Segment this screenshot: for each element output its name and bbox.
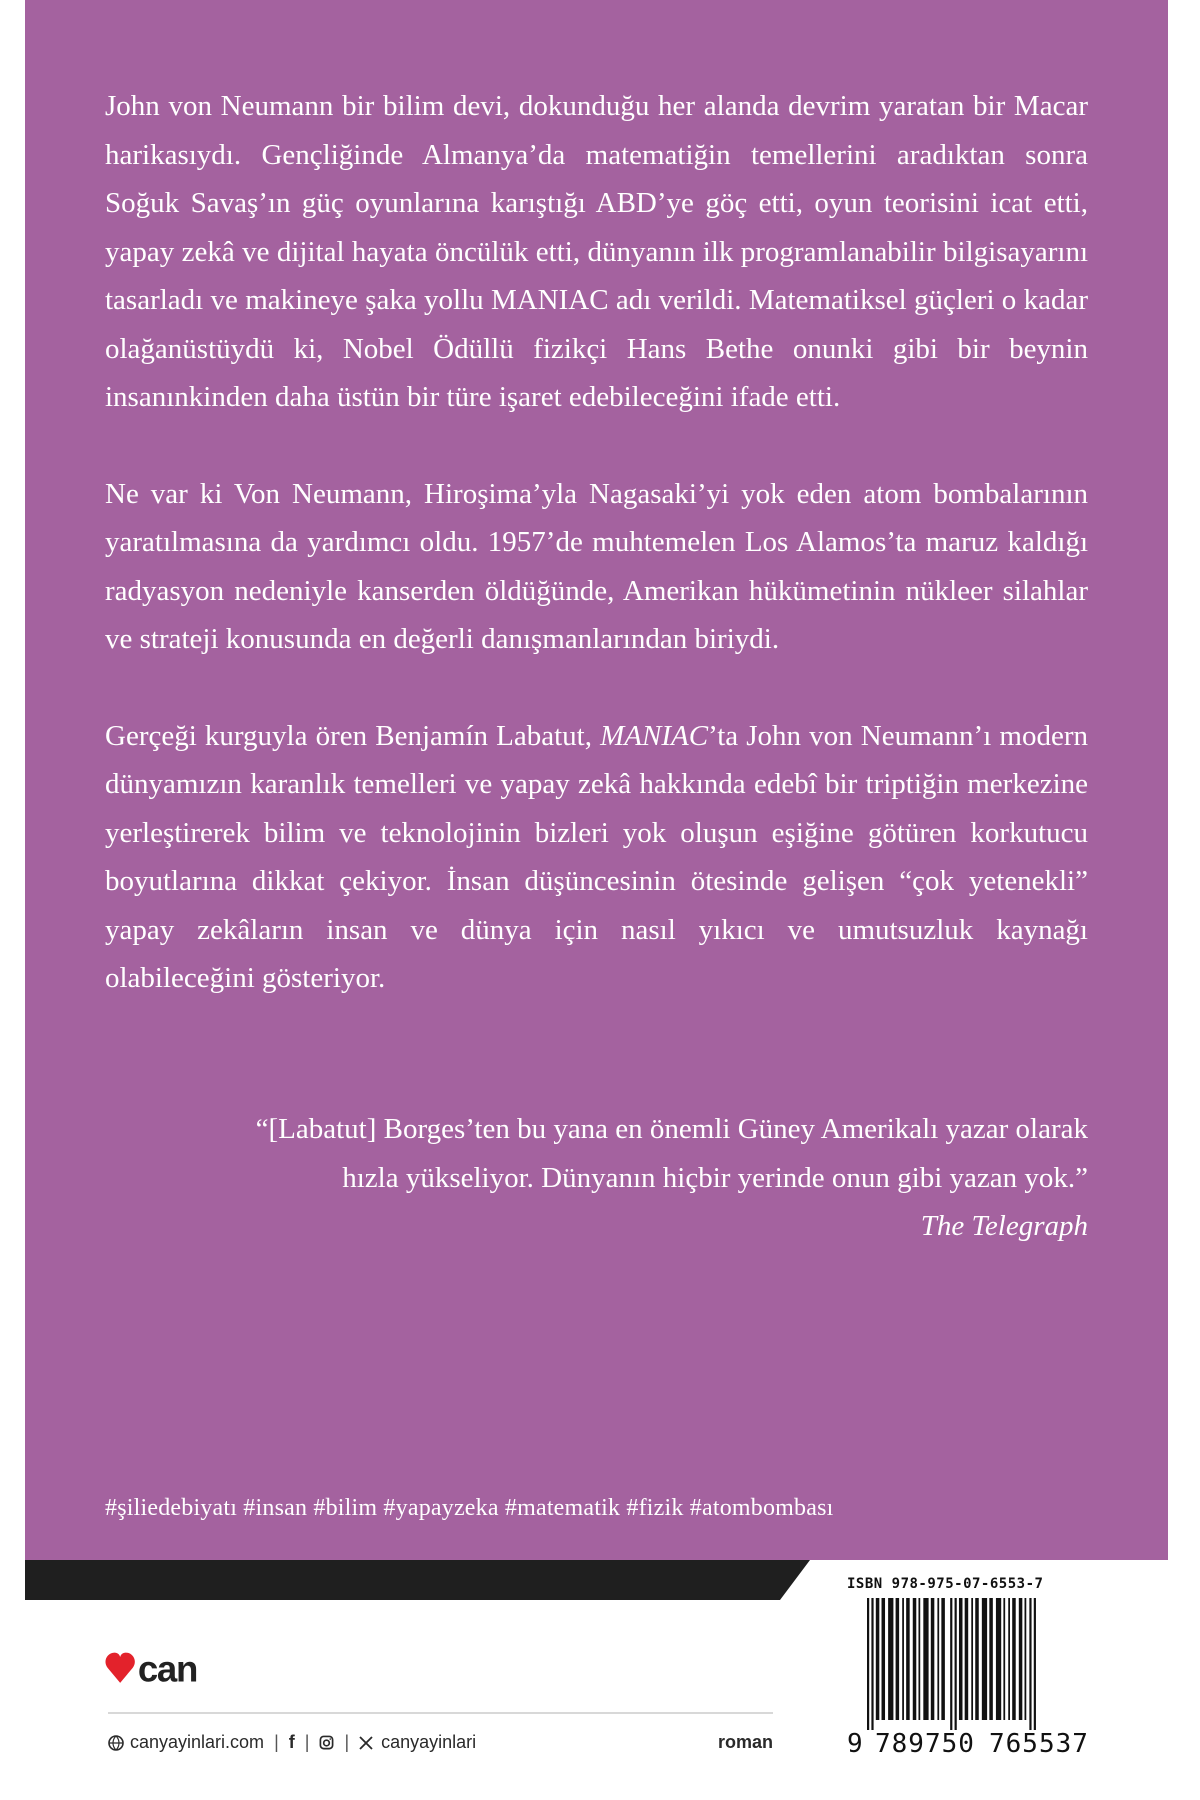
separator: | [344,1731,350,1752]
blurb-paragraph-3 [105,712,1088,1003]
barcode-bar [971,1598,973,1720]
barcode-bar [876,1598,880,1720]
barcode-bar [882,1598,886,1720]
barcode-bar [918,1598,920,1720]
barcode-bar [959,1598,963,1720]
barcode-bar [950,1598,952,1730]
barcode-bar [1012,1598,1016,1720]
hashtags: #şiliedebiyatı #insan #bilim #yapayzeka #matematik #fizik #atombombası [105,1495,834,1521]
separator: | [304,1731,310,1752]
barcode-bar [955,1598,957,1730]
publisher-footer [108,1727,773,1757]
barcode-digit-group-2: 765537 [989,1729,1089,1758]
barcode-bar [1025,1598,1027,1720]
barcode-bar [1003,1598,1005,1720]
barcode-bar [1008,1598,1010,1720]
barcode-bar [896,1598,900,1720]
barcode-bar [888,1598,893,1720]
blurb [105,82,1088,1051]
barcode-bar [871,1598,873,1730]
book-back-cover [25,0,1168,1800]
barcode [847,1598,1109,1758]
separator: | [274,1731,279,1752]
publisher-logo [105,1640,225,1698]
logo-text: can [137,1648,198,1690]
footer-divider [108,1712,773,1714]
blurb-p3-start: Gerçeği kurguyla ören Benjamín Labatut, [105,719,601,752]
website-link[interactable]: canyayinlari.com [130,1731,265,1752]
barcode-bar [913,1598,917,1720]
barcode-bar [989,1598,993,1720]
x-icon[interactable] [359,1732,373,1753]
barcode-bar [1019,1598,1023,1720]
quote-line-2: hızla yükseliyor. Dünyanın hiçbir yerinde onun gibi yazan yok.” [342,1161,1088,1194]
book-title-italic: MANIAC [600,719,709,752]
heart-icon [105,1653,134,1683]
barcode-bar [867,1598,869,1730]
barcode-bar [965,1598,969,1720]
quote-source: The Telegraph [920,1210,1088,1242]
facebook-icon[interactable]: f [288,1731,295,1752]
social-handle[interactable]: canyayinlari [381,1731,477,1752]
barcode-bar [937,1598,939,1720]
blurb-p3-end: ’ta John von Neumann’ı modern dünyamızın karanlık temelleri ve yapay zekâ hakkında edebî bir triptiğin merkezine yerleştirerek bilim ve teknolojinin bizleri yok oluşun eşiğine götüren korkutucu boyutlarına dikkat çekiyor. İnsan düşüncesinin ötesinde gelişen “çok yetenekli” yapay zekâların insan ve dünya için nasıl yıkıcı ve umutsuzluk kaynağı olabileceğini gösteriyor. [105,719,1088,994]
barcode-bar [1034,1598,1036,1730]
blurb-paragraph-2: Ne var ki Von Neumann, Hiroşima’yla Nagasaki’yi yok eden atom bombalarının yaratılmasına da yardımcı oldu. 1957’de muhtemelen Los Alamos’ta maruz kaldığı radyasyon nedeniyle kanserden öldüğünde, Amerikan hükümetinin nükleer silahlar ve strateji konusunda en değerli danışmanlarından biriydi. [105,477,1088,655]
category-label: roman [717,1731,773,1752]
barcode-bar [975,1598,979,1720]
barcode-digit-group-1: 789750 [875,1729,975,1758]
review-quote [188,1105,1088,1251]
barcode-digit-first: 9 [847,1729,863,1758]
barcode-bars [867,1598,1036,1730]
barcode-bar [906,1598,910,1720]
barcode-bar [982,1598,987,1720]
quote-line-1: “[Labatut] Borges’ten bu yana en önemli Güney Amerikalı yazar olarak [255,1113,1088,1145]
barcode-bar [996,1598,1001,1720]
barcode-bar [923,1598,928,1720]
isbn-label: ISBN 978-975-07-6553-7 [847,1576,1044,1592]
globe-icon [108,1732,124,1753]
barcode-bar [941,1598,945,1720]
blurb-paragraph-1: John von Neumann bir bilim devi, dokunduğu her alanda devrim yaratan bir Macar harikasıydı. Gençliğinde Almanya’da matematiğin temellerini aradıktan sonra Soğuk Savaş’ın güç oyunlarına karıştığı ABD’ye göç etti, oyun teorisini icat etti, yapay zekâ ve dijital hayata öncülük etti, dünyanın ilk programlanabilir bilgisayarını tasarladı ve makineye şaka yollu MANIAC adı verildi. Matematiksel güçleri o kadar olağanüstüydü ki, Nobel Ödüllü fizikçi Hans Bethe onunki gibi bir beynin insanınkinden daha üstün bir türe işaret edebileceğini ifade etti. [105,90,1088,413]
purple-panel [25,0,1168,1560]
barcode-bar [931,1598,935,1720]
instagram-icon[interactable] [319,1732,334,1753]
barcode-bar [1029,1598,1031,1730]
barcode-bar [902,1598,904,1720]
